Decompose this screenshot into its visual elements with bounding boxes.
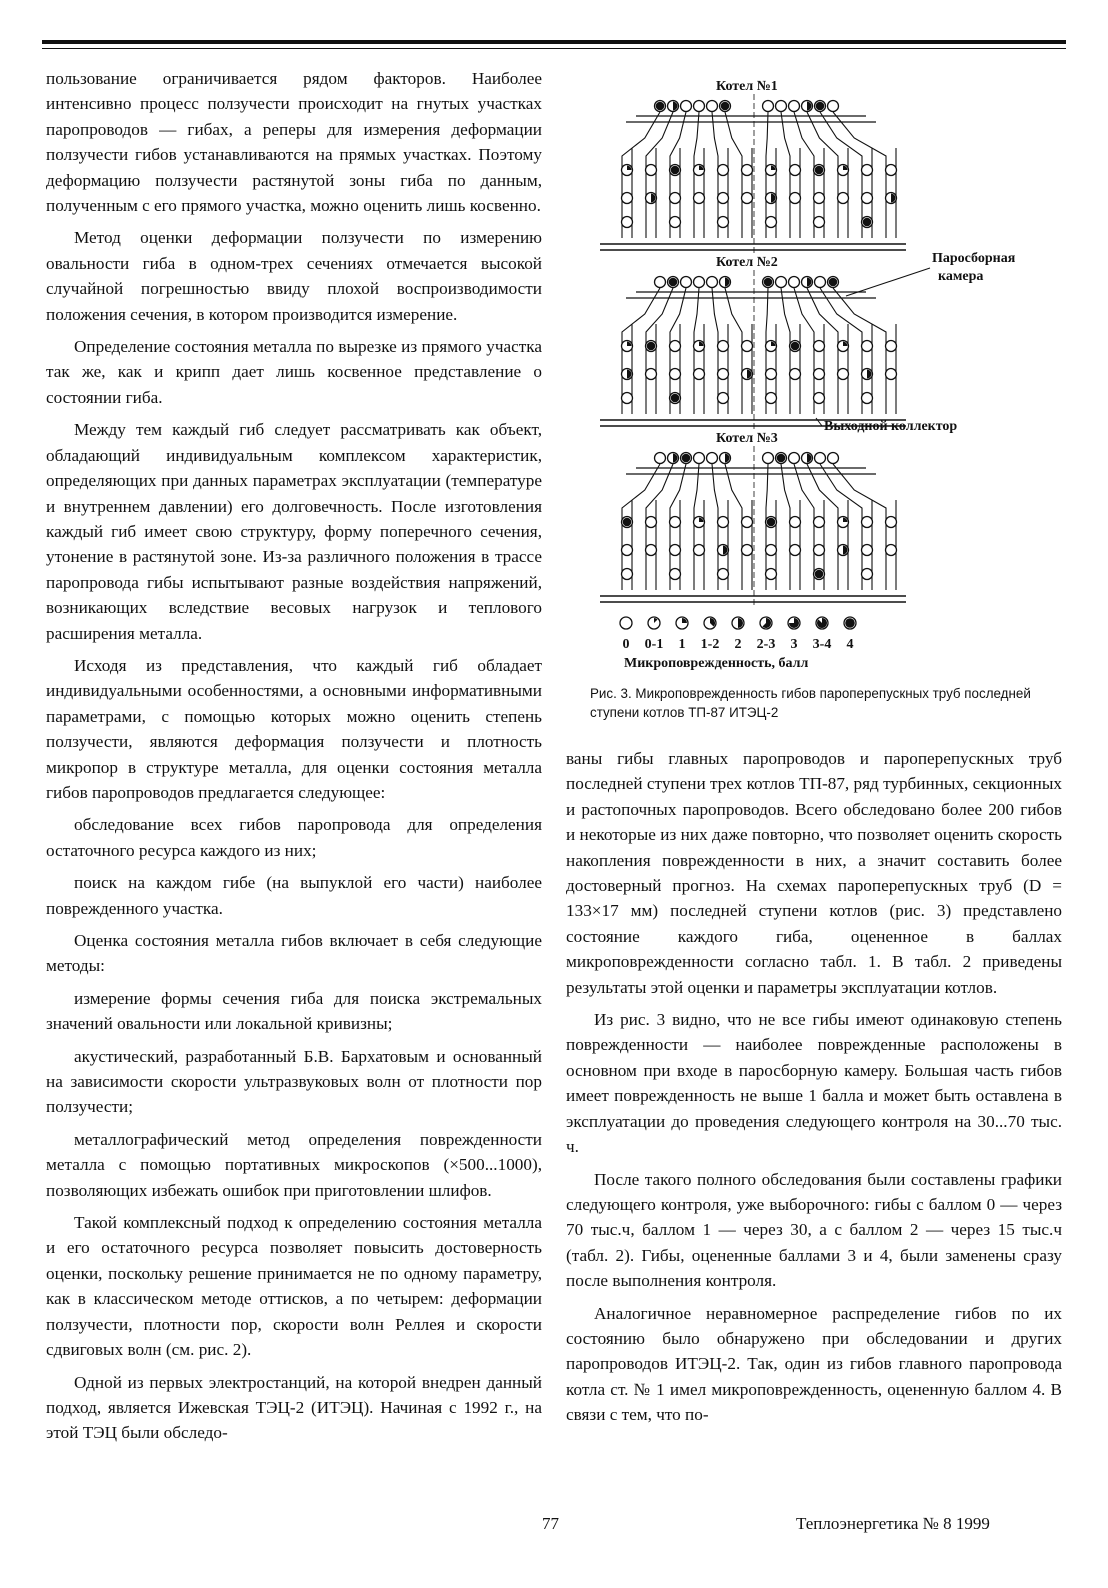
bend-marker xyxy=(670,545,681,556)
legend-marker xyxy=(760,617,772,629)
bend-marker xyxy=(694,517,705,528)
bend-marker xyxy=(742,193,753,204)
boiler-diagram-1 xyxy=(600,94,906,254)
bend-marker xyxy=(862,369,873,380)
right-column-paragraph: После такого полного обследования были составлены графики следующего контроля, уже выборочного: гибы с баллом 0 — через 70 тыс.ч, баллом 1 — через 30, а с баллом 2 — через 15 тыс.ч (табл. 2). Гибы, оцененные баллами 3 и 4, были заменены сразу после выполнения контроля. xyxy=(566,1169,1062,1291)
bend-marker xyxy=(815,277,826,288)
bend-marker xyxy=(838,545,849,556)
bend-marker xyxy=(670,369,681,380)
bend-marker xyxy=(694,545,705,556)
bend-marker xyxy=(828,101,839,112)
bend-marker xyxy=(789,101,800,112)
left-column-paragraph: Между тем каждый гиб следует рассматривать как объект, обладающий индивидуальным комплексом характеристик, определяющих при данных параметрах эксплуатации (температуре и внутреннем давлении) его долговечность. После изготовления каждый гиб имеет свою структуру, форму поперечного сечения, утонение в растянутой зоне. Из-за различного положения в трассе паропровода гибы испытывают разные воздействия напряжений, возникающих вследствие весовых нагрузок и теплового расширения металла. xyxy=(46,420,542,643)
bend-marker xyxy=(646,341,657,352)
legend-marker xyxy=(788,617,800,629)
bend-marker xyxy=(789,277,800,288)
left-column-paragraph: металлографический метод определения поврежденности металла с помощью портативных микроскопов (×500...1000), позволяющих избежать ошибок при приготовлении шлифов. xyxy=(46,1129,542,1200)
bend-marker xyxy=(694,341,705,352)
chamber-label-1: Паросборная xyxy=(932,251,1016,266)
bend-marker xyxy=(886,193,897,204)
bend-marker xyxy=(862,165,873,176)
bend-marker xyxy=(646,369,657,380)
bend-marker xyxy=(814,165,825,176)
bend-marker xyxy=(815,101,826,112)
bend-marker xyxy=(742,545,753,556)
bend-marker xyxy=(862,517,873,528)
legend-marker xyxy=(816,617,828,629)
journal-footer: Теплоэнергетика № 8 1999 xyxy=(796,1514,990,1533)
bend-marker xyxy=(766,341,777,352)
legend-value: 0 xyxy=(622,637,630,652)
bend-marker xyxy=(766,369,777,380)
boiler-diagram-2 xyxy=(600,270,906,430)
bend-marker xyxy=(886,369,897,380)
legend-value: 1 xyxy=(678,637,686,652)
bend-marker xyxy=(670,393,681,404)
bend-marker xyxy=(718,341,729,352)
header-rule-thin xyxy=(42,48,1066,49)
bend-marker xyxy=(814,193,825,204)
left-column-paragraph: Такой комплексный подход к определению состояния металла и его остаточного ресурса позволяет повысить достоверность оценки, поскольку решение принимается не по одному параметру, как в классическом методе оттисков, а по четырем: деформации ползучести, плотности пор, скорости волн Реллея и скорости сдвиговых волн (см. рис. 2). xyxy=(46,1213,542,1360)
bend-marker xyxy=(766,545,777,556)
bend-marker xyxy=(622,193,633,204)
bend-marker xyxy=(789,453,800,464)
boiler-2-label: Котел №2 xyxy=(716,255,778,270)
bend-marker xyxy=(862,545,873,556)
legend-value: 3-4 xyxy=(812,637,832,652)
legend-marker xyxy=(620,617,632,629)
bend-marker xyxy=(838,165,849,176)
left-column-paragraph: измерение формы сечения гиба для поиска экстремальных значений овальности или локальной кривизны; xyxy=(46,988,542,1034)
bend-marker xyxy=(838,517,849,528)
bend-marker xyxy=(814,341,825,352)
right-column-paragraph: ваны гибы главных паропроводов и пароперепускных труб последней ступени трех котлов ТП-87, ряд турбинных, секционных и растопочных паропроводов. Всего обследовано более 200 гибов и некоторые из них даже повторно, что позволяет оценить скорость накопления поврежденности в них, а значит составить более достоверный прогноз. На схемах пароперепускных труб (D = 133×17 мм) последней ступени котлов (рис. 3) представлено состояние каждого гиба, оцененное в баллах микроповрежденности согласно табл. 1. В табл. 2 приведены результаты этой оценки и параметры эксплуатации котлов. xyxy=(566,749,1062,997)
bend-marker xyxy=(815,453,826,464)
bend-marker xyxy=(742,517,753,528)
bend-marker xyxy=(862,217,873,228)
bend-marker xyxy=(886,517,897,528)
bend-marker xyxy=(718,165,729,176)
bend-marker xyxy=(646,545,657,556)
left-column-paragraph: Оценка состояния металла гибов включает в себя следующие методы: xyxy=(46,931,542,976)
bend-marker xyxy=(862,341,873,352)
bend-marker xyxy=(655,453,666,464)
bend-marker xyxy=(622,393,633,404)
bend-marker xyxy=(814,545,825,556)
bend-marker xyxy=(720,277,731,288)
bend-marker xyxy=(742,369,753,380)
figure-caption: Рис. 3. Микроповрежденность гибов пароперепускных труб последней ступени котлов ТП-87 ИТЭЦ-2 xyxy=(590,686,1031,720)
bend-marker xyxy=(707,453,718,464)
bend-marker xyxy=(886,165,897,176)
bend-marker xyxy=(668,101,679,112)
bend-marker xyxy=(814,369,825,380)
legend-marker xyxy=(648,617,660,629)
bend-marker xyxy=(694,193,705,204)
bend-marker xyxy=(670,193,681,204)
boiler-1-label: Котел №1 xyxy=(716,79,778,94)
bend-marker xyxy=(776,277,787,288)
header-rule-thick xyxy=(42,40,1066,44)
bend-marker xyxy=(790,193,801,204)
legend-value: 4 xyxy=(846,637,854,652)
bend-marker xyxy=(718,193,729,204)
bend-marker xyxy=(668,277,679,288)
figure-3 xyxy=(566,70,1066,740)
bend-marker xyxy=(718,569,729,580)
bend-marker xyxy=(681,277,692,288)
bend-marker xyxy=(862,569,873,580)
bend-marker xyxy=(828,453,839,464)
bend-marker xyxy=(681,101,692,112)
bend-marker xyxy=(776,101,787,112)
bend-marker xyxy=(802,453,813,464)
collector-label: Выходной коллектор xyxy=(824,419,958,434)
bend-marker xyxy=(670,217,681,228)
bend-marker xyxy=(707,277,718,288)
chamber-label-2: камера xyxy=(938,269,984,284)
bend-marker xyxy=(802,277,813,288)
page-number: 77 xyxy=(542,1514,559,1533)
bend-marker xyxy=(790,341,801,352)
legend-marker xyxy=(704,617,716,629)
bend-marker xyxy=(766,569,777,580)
bend-marker xyxy=(790,545,801,556)
legend-value: 2 xyxy=(734,637,742,652)
boiler-diagrams xyxy=(600,94,930,606)
bend-marker xyxy=(718,217,729,228)
bend-marker xyxy=(814,393,825,404)
bend-marker xyxy=(718,369,729,380)
bend-marker xyxy=(814,217,825,228)
legend-title: Микроповрежденность, балл xyxy=(624,656,809,671)
bend-marker xyxy=(790,165,801,176)
bend-marker xyxy=(694,453,705,464)
bend-marker xyxy=(862,193,873,204)
bend-marker xyxy=(707,101,718,112)
bend-marker xyxy=(622,569,633,580)
bend-marker xyxy=(790,517,801,528)
bend-marker xyxy=(720,101,731,112)
bend-marker xyxy=(766,193,777,204)
right-column-paragraph: Из рис. 3 видно, что не все гибы имеют одинаковую степень поврежденности — наиболее поврежденные расположены в основном при входе в паросборную камеру. Большая часть гибов имеет поврежденность не выше 1 балла и может быть оставлена в эксплуатации до проведения следующего контроля на 30...70 тыс. ч. xyxy=(566,1010,1062,1157)
legend-marker xyxy=(732,617,744,629)
left-column-paragraph: акустический, разработанный Б.В. Бархатовым и основанный на зависимости скорости ультразвуковых волн от плотности пор ползучести; xyxy=(46,1046,542,1117)
boiler-diagram-3 xyxy=(600,446,906,606)
bend-marker xyxy=(776,453,787,464)
legend-value: 1-2 xyxy=(700,637,720,652)
bend-marker xyxy=(670,165,681,176)
bend-marker xyxy=(646,193,657,204)
bend-marker xyxy=(790,369,801,380)
bend-marker xyxy=(828,277,839,288)
bend-marker xyxy=(766,165,777,176)
bend-marker xyxy=(814,569,825,580)
left-column-paragraph: Исходя из представления, что каждый гиб обладает индивидуальными особенностями, а основными информативными параметрами, с помощью которых можно оценить степень ползучести, являются деформация ползучести и плотность микропор в структуре металла, для оценки состояния металла гибов паропроводов предлагается следующее: xyxy=(46,655,542,802)
bend-marker xyxy=(742,165,753,176)
bend-marker xyxy=(763,277,774,288)
bend-marker xyxy=(720,453,731,464)
bend-marker xyxy=(670,569,681,580)
bend-marker xyxy=(622,369,633,380)
right-column-paragraph: Аналогичное неравномерное распределение гибов по их состоянию было обнаружено при обследовании и других паропроводов ИТЭЦ-2. Так, один из гибов главного паропровода котла ст. № 1 имел микроповрежденность, оцененную баллом 4. В связи с тем, что по- xyxy=(566,1303,1062,1425)
left-column-paragraph: поиск на каждом гибе (на выпуклой его части) наиболее поврежденного участка. xyxy=(46,873,542,918)
bend-marker xyxy=(694,165,705,176)
bend-marker xyxy=(655,277,666,288)
bend-marker xyxy=(802,101,813,112)
legend-value: 2-3 xyxy=(756,637,776,652)
bend-marker xyxy=(655,101,666,112)
left-column-paragraph: обследование всех гибов паропровода для определения остаточного ресурса каждого из них; xyxy=(46,815,542,860)
bend-marker xyxy=(718,517,729,528)
boiler-3-label: Котел №3 xyxy=(716,431,778,446)
bend-marker xyxy=(838,369,849,380)
bend-marker xyxy=(718,393,729,404)
bend-marker xyxy=(763,453,774,464)
bend-marker xyxy=(694,101,705,112)
bend-marker xyxy=(622,545,633,556)
legend-value: 3 xyxy=(790,637,798,652)
bend-marker xyxy=(694,369,705,380)
left-column-paragraph: Одной из первых электростанций, на которой внедрен данный подход, является Ижевская ТЭЦ-2 (ИТЭЦ). Начиная с 1992 г., на этой ТЭЦ были обследо- xyxy=(46,1372,542,1443)
legend-marker xyxy=(676,617,688,629)
bend-marker xyxy=(886,545,897,556)
bend-marker xyxy=(681,453,692,464)
bend-marker xyxy=(670,517,681,528)
bend-marker xyxy=(670,341,681,352)
bend-marker xyxy=(766,393,777,404)
bend-marker xyxy=(886,341,897,352)
bend-marker xyxy=(622,165,633,176)
bend-marker xyxy=(622,217,633,228)
bend-marker xyxy=(646,165,657,176)
bend-marker xyxy=(694,277,705,288)
bend-marker xyxy=(742,341,753,352)
legend-value: 0-1 xyxy=(644,637,664,652)
bend-marker xyxy=(766,217,777,228)
bend-marker xyxy=(718,545,729,556)
bend-marker xyxy=(622,517,633,528)
bend-marker xyxy=(766,517,777,528)
left-column-paragraph: пользование ограничивается рядом факторов. Наиболее интенсивно процесс ползучести происходит на гнутых участках паропроводов — гибах, а реперы для измерения деформации ползучести гибов устанавливаются на прямых участках. Поэтому деформацию ползучести растянутой зоны гиба по данным, полученным с его прямого участка, можно оценить лишь косвенно. xyxy=(46,69,542,216)
legend xyxy=(620,617,856,652)
legend-marker xyxy=(844,617,856,629)
left-column-paragraph: Определение состояния металла по вырезке из прямого участка так же, как и крипп дает лишь косвенное представление о состоянии гиба. xyxy=(46,337,542,407)
bend-marker xyxy=(763,101,774,112)
bend-marker xyxy=(838,193,849,204)
left-column-paragraph: Метод оценки деформации ползучести по измерению овальности гиба в одном-трех сечениях отмечается высокой случайной погрешностью ввиду плохой воспроизводимости положения сечения, в котором производится измерение. xyxy=(46,228,542,324)
bend-marker xyxy=(668,453,679,464)
bend-marker xyxy=(814,517,825,528)
left-column xyxy=(46,66,542,1453)
bend-marker xyxy=(838,341,849,352)
bend-marker xyxy=(622,341,633,352)
right-column xyxy=(566,746,1062,1435)
bend-marker xyxy=(862,393,873,404)
bend-marker xyxy=(646,517,657,528)
